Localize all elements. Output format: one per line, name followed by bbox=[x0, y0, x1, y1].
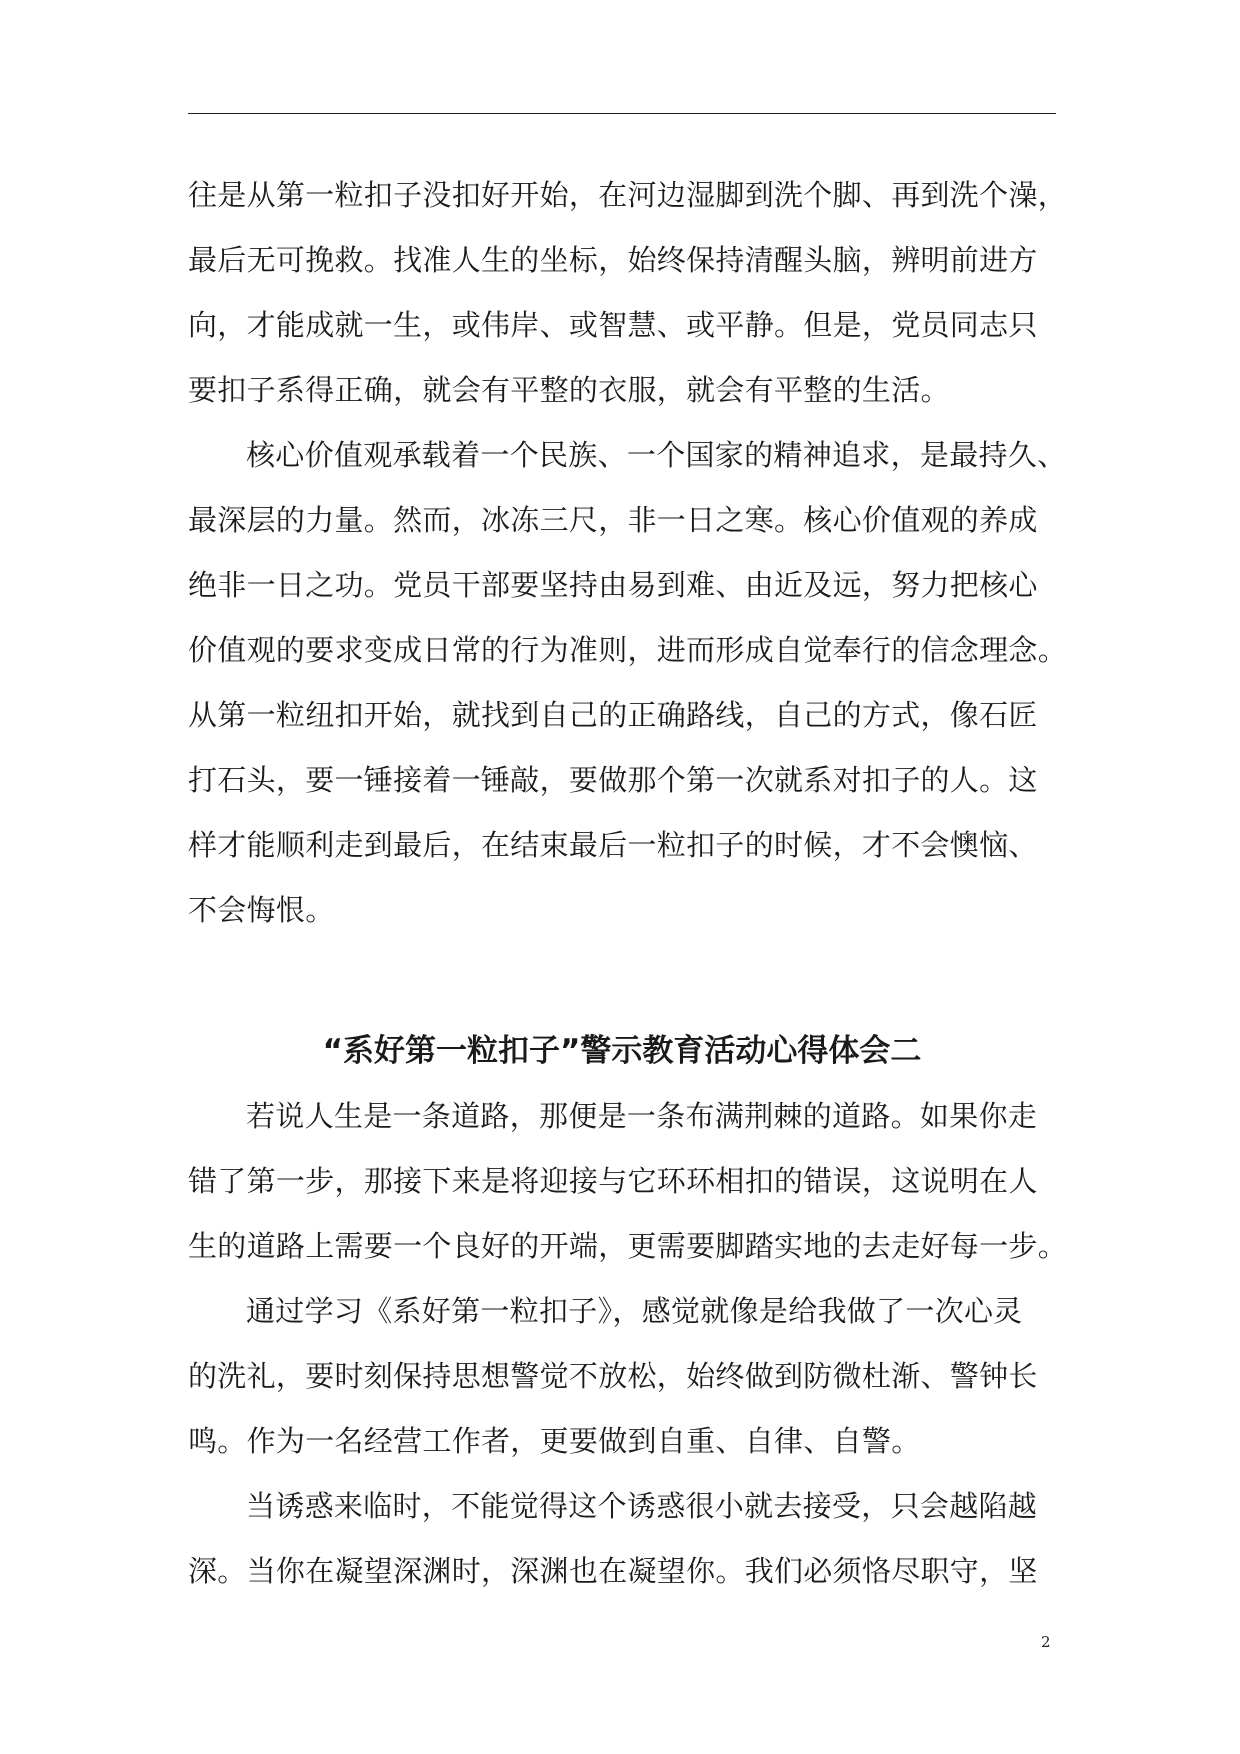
text-line: 鸣。作为一名经营工作者，更要做到自重、自律、自警。 bbox=[188, 1424, 921, 1458]
text-line: 往是从第一粒扣子没扣好开始，在河边湿脚到洗个脚、再到洗个澡， bbox=[188, 178, 1068, 212]
text-line: 向，才能成就一生，或伟岸、或智慧、或平静。但是，党员同志只 bbox=[188, 308, 1038, 342]
text-line: 最后无可挽救。找准人生的坐标，始终保持清醒头脑，辨明前进方 bbox=[188, 243, 1038, 277]
text-line: 价值观的要求变成日常的行为准则，进而形成自觉奉行的信念理念。 bbox=[188, 633, 1068, 667]
page-number: 2 bbox=[1041, 1633, 1051, 1651]
text-line: 若说人生是一条道路，那便是一条布满荆棘的道路。如果你走 bbox=[246, 1099, 1038, 1133]
text-line: 最深层的力量。然而，冰冻三尺，非一日之寒。核心价值观的养成 bbox=[188, 503, 1038, 537]
text-line: 深。当你在凝望深渊时，深渊也在凝望你。我们必须恪尽职守，坚 bbox=[188, 1554, 1038, 1588]
text-line: 生的道路上需要一个良好的开端，更需要脚踏实地的去走好每一步。 bbox=[188, 1229, 1068, 1263]
text-line: 打石头，要一锤接着一锤敲，要做那个第一次就系对扣子的人。这 bbox=[188, 763, 1038, 797]
text-line: 的洗礼，要时刻保持思想警觉不放松，始终做到防微杜渐、警钟长 bbox=[188, 1359, 1038, 1393]
text-line: 错了第一步，那接下来是将迎接与它环环相扣的错误，这说明在人 bbox=[188, 1164, 1038, 1198]
text-line: 不会悔恨。 bbox=[188, 893, 335, 927]
text-line: 从第一粒纽扣开始，就找到自己的正确路线，自己的方式，像石匠 bbox=[188, 698, 1038, 732]
section-gap bbox=[188, 943, 1088, 1019]
text-line: 要扣子系得正确，就会有平整的衣服，就会有平整的生活。 bbox=[188, 373, 950, 407]
text-line: 绝非一日之功。党员干部要坚持由易到难、由近及远，努力把核心 bbox=[188, 568, 1038, 602]
document-body bbox=[188, 163, 1088, 1604]
text-line: 当诱惑来临时，不能觉得这个诱惑很小就去接受，只会越陷越 bbox=[246, 1489, 1038, 1523]
text-line: 核心价值观承载着一个民族、一个国家的精神追求，是最持久、 bbox=[246, 438, 1067, 472]
text-line: 通过学习《系好第一粒扣子》，感觉就像是给我做了一次心灵 bbox=[246, 1294, 1023, 1328]
text-line: 样才能顺利走到最后，在结束最后一粒扣子的时候，才不会懊恼、 bbox=[188, 828, 1038, 862]
header-rule bbox=[188, 113, 1056, 114]
section-heading: “系好第一粒扣子”警示教育活动心得体会二 bbox=[322, 1033, 922, 1069]
